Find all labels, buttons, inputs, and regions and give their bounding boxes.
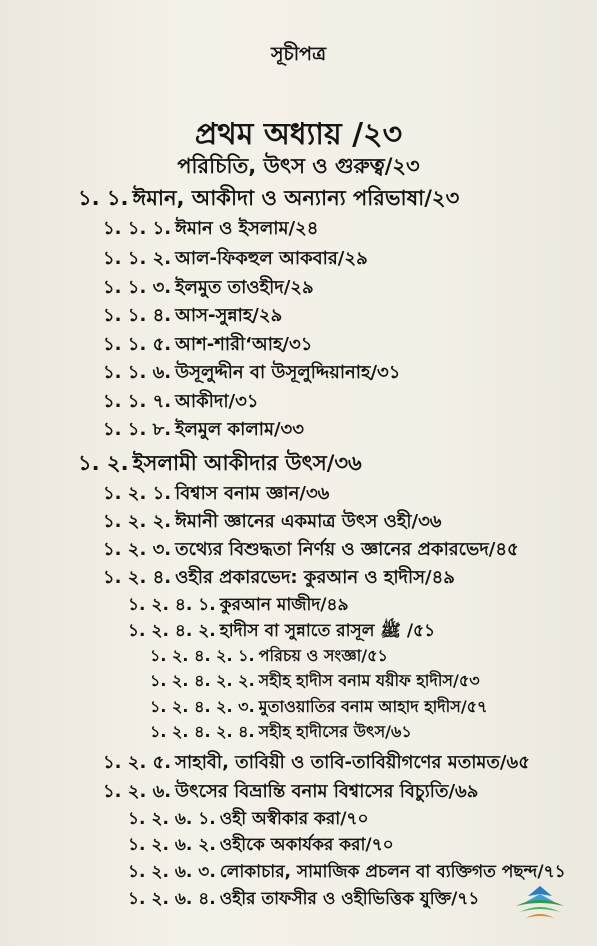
entry-number: ১. ২. ২.	[103, 511, 172, 532]
entry-text: উসূলুদ্দীন বা উসূলুদ্দিয়ানাহ/৩১	[175, 362, 401, 383]
toc-entry	[103, 330, 312, 361]
toc-entry	[103, 273, 314, 304]
entry-number: ১. ১. ২.	[103, 248, 172, 269]
entry-text: ইলমুত তাওহীদ/২৯	[175, 277, 314, 298]
toc-entry	[103, 535, 519, 566]
entry-number: ১. ২. ৪. ২.	[128, 621, 216, 641]
entry-text: ঈমানী জ্ঞানের একমাত্র উৎস ওহী/৩৬	[175, 511, 442, 532]
entry-text: আশ-শারী‘আহ/৩১	[175, 334, 313, 355]
entry-number: ১. ১. ৪.	[103, 305, 172, 326]
toc-entry	[78, 182, 459, 217]
entry-number: ১. ২. ৬. ১.	[128, 809, 216, 829]
toc-entry	[128, 859, 566, 887]
entry-text: কুরআন মাজীদ/৪৯	[219, 595, 349, 615]
entry-text: আকীদা/৩১	[175, 391, 259, 412]
toc-entry	[103, 244, 368, 275]
entry-text: ইসলামী আকীদার উৎস/৩৬	[132, 451, 362, 475]
entry-text: আস-সুন্নাহ/২৯	[175, 305, 283, 326]
entry-number: ১. ২. ৪. ২. ৩.	[150, 697, 255, 716]
toc-entry	[103, 301, 282, 332]
entry-text: লোকাচার, সামাজিক প্রচলন বা ব্যক্তিগত পছন্দ/৭১	[219, 862, 566, 882]
chapter-subtitle: পরিচিতি, উৎস ও গুরুত্ব/২৩	[177, 154, 420, 178]
entry-number: ১. ২. ৪. ২. ১.	[150, 646, 255, 665]
entry-number: ১. ১. ৭.	[103, 391, 172, 412]
entry-text: ওহী অস্বীকার করা/৭০	[219, 809, 369, 829]
entry-text: ঈমান ও ইসলাম/২৪	[175, 218, 319, 239]
entry-number: ১. ২. ৩.	[103, 539, 172, 560]
entry-text: মুতাওয়াতির বনাম আহাদ হাদীস/৫৭	[258, 697, 488, 716]
entry-number: ১. ২.	[78, 451, 129, 475]
entry-number: ১. ২. ৬. ৪.	[128, 889, 216, 909]
entry-number: ১. ২. ৫.	[103, 752, 172, 773]
entry-text: সাহাবী, তাবিয়ী ও তাবি-তাবিয়ীগণের মতামত/৬৫	[175, 752, 530, 773]
toc-entry	[128, 832, 394, 860]
chapter-title: প্রথম অধ্যায় /২৩	[194, 117, 403, 152]
toc-entry	[128, 618, 435, 646]
entry-number: ১. ১. ১.	[103, 218, 172, 239]
entry-number: ১. ১. ৫.	[103, 334, 172, 355]
entry-text: হাদীস বা সুন্নাতে রাসূল ﷺ /৫১	[219, 621, 436, 641]
toc-entry	[103, 748, 530, 779]
toc-entry	[150, 719, 412, 746]
toc-entry	[150, 694, 487, 721]
entry-number: ১. ২. ৪. ২. ৪.	[150, 722, 255, 741]
toc-entry	[150, 668, 480, 695]
entry-number: ১. ২. ৬.	[103, 781, 172, 802]
entry-number: ১. ১. ৮.	[103, 419, 172, 440]
toc-entry	[128, 886, 479, 914]
toc-entry	[128, 592, 349, 620]
entry-text: ওহীর তাফসীর ও ওহীভিত্তিক যুক্তি/৭১	[219, 889, 480, 909]
toc-entry	[103, 777, 478, 808]
toc-entry	[128, 806, 369, 834]
entry-text: ইলমুল কালাম/৩৩	[175, 419, 304, 440]
entry-text: সহীহ হাদীস বনাম যয়ীফ হাদীস/৫৩	[258, 671, 480, 690]
entry-text: উৎসের বিভ্রান্তি বনাম বিশ্বাসের বিচ্যুতি/৬৯	[175, 781, 479, 802]
entry-number: ১. ২. ৬. ৩.	[128, 862, 216, 882]
toc-entry	[103, 563, 455, 594]
entry-number: ১. ২. ৪. ১.	[128, 595, 216, 615]
entry-text: পরিচয় ও সংজ্ঞা/৫১	[258, 646, 388, 665]
entry-number: ১. ১. ৬.	[103, 362, 172, 383]
entry-number: ১. ২. ১.	[103, 483, 172, 504]
entry-text: ওহীর প্রকারভেদ: কুরআন ও হাদীস/৪৯	[175, 567, 455, 588]
entry-number: ১. ২. ৬. ২.	[128, 835, 216, 855]
toc-entry	[150, 643, 388, 670]
entry-text: বিশ্বাস বনাম জ্ঞান/৩৬	[175, 483, 330, 504]
publisher-logo-icon	[512, 884, 568, 924]
toc-entry	[103, 387, 259, 418]
entry-text: ওহীকে অকার্যকর করা/৭০	[219, 835, 394, 855]
entry-number: ১. ১. ৩.	[103, 277, 172, 298]
entry-text: সহীহ হাদীসের উৎস/৬১	[258, 722, 412, 741]
toc-entry	[78, 447, 362, 482]
toc-entry	[103, 214, 318, 245]
toc-heading: সূচীপত্র	[270, 43, 327, 65]
entry-text: ঈমান, আকীদা ও অন্যান্য পরিভাষা/২৩	[132, 186, 460, 210]
entry-number: ১. ২. ৪.	[103, 567, 172, 588]
toc-entry	[103, 479, 329, 510]
toc-entry	[103, 415, 304, 446]
entry-number: ১. ২. ৪. ২. ২.	[150, 671, 255, 690]
entry-number: ১. ১.	[78, 186, 129, 210]
entry-text: তথ্যের বিশুদ্ধতা নির্ণয় ও জ্ঞানের প্রকারভেদ/৪৫	[175, 539, 519, 560]
toc-entry	[103, 507, 441, 538]
entry-text: আল-ফিকহুল আকবার/২৯	[175, 248, 368, 269]
toc-entry	[103, 358, 400, 389]
